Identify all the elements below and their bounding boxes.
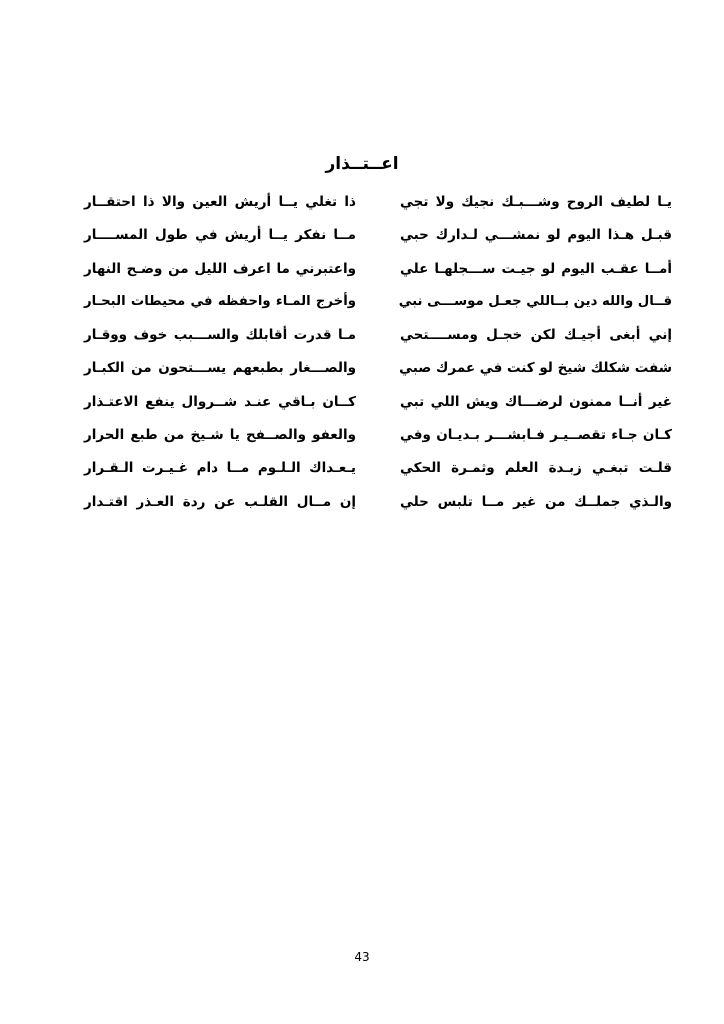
second-hemistich: ذا تغلي يــا أريش العين والا ذا احتقــار [84, 194, 356, 210]
first-hemistich: والـذي جملــك من غير مــا تلبس حلي [400, 493, 672, 510]
first-hemistich: إني أبغى أجيـك لكن خجـل ومســــتحي [400, 327, 672, 344]
poem-title: اعــتــذار [325, 154, 399, 174]
second-hemistich: واعتبرني ما اعرف الليل من وضـح النهار [84, 260, 356, 277]
first-hemistich: أمــا عقـب اليوم لو جيـت ســـجلهـا علي [400, 260, 672, 277]
second-hemistich: إن مــال القلـب عن ردة العـذر اقتـدار [84, 493, 356, 510]
verse-row [84, 225, 672, 258]
first-hemistich: كـان جـاء تقصــيـر فـابشـــر بـديـان وفي [400, 427, 672, 444]
verse-row [84, 458, 672, 491]
verse-row [84, 358, 672, 391]
second-hemistich: كــان بـاقي عنـد شــروال ينفع الاعتـذار [84, 393, 356, 410]
second-hemistich: مــا نفكر يــا أريش في طول المســــار [84, 227, 356, 244]
verse-row [84, 392, 672, 425]
verse-row [84, 192, 672, 225]
second-hemistich: والصـــغار بطبعهم يســـتحون من الكبـار [84, 360, 356, 377]
second-hemistich: وأخرج المـاء واحفظه في محيطات البحـار [84, 293, 356, 309]
verse-row [84, 425, 672, 458]
first-hemistich: قلـت تبغـي زبـدة العلم وثمـرة الحكي [400, 460, 672, 477]
first-hemistich: قــال والله دين بــاللي جعـل موســـى نبي [398, 293, 672, 309]
verse-row [84, 292, 672, 325]
first-hemistich: شفت شكلك شيخ لو كنت في عمرك صبي [399, 360, 672, 377]
page-number: 43 [354, 950, 370, 964]
second-hemistich: والعفو والصــفح يا شـيخ من طبع الحرار [84, 427, 356, 444]
first-hemistich: غير أنــا ممنون لرضـــاك ويش اللي تبي [400, 393, 672, 410]
verse-row [84, 325, 672, 358]
verse-row [84, 259, 672, 292]
first-hemistich: يـا لطيف الروح وشـــبـك نجيك ولا تجي [400, 194, 672, 210]
poem-body [84, 192, 672, 525]
second-hemistich: يـعـداك الـلـوم مــا دام غـيـرت الـقـرار [84, 460, 356, 477]
first-hemistich: قبـل هـذا اليوم لو نمشـــي لـدارك حبي [400, 227, 672, 244]
second-hemistich: مـا قدرت أقابلك والســـبب خوف ووقـار [84, 327, 356, 344]
verse-row [84, 492, 672, 525]
